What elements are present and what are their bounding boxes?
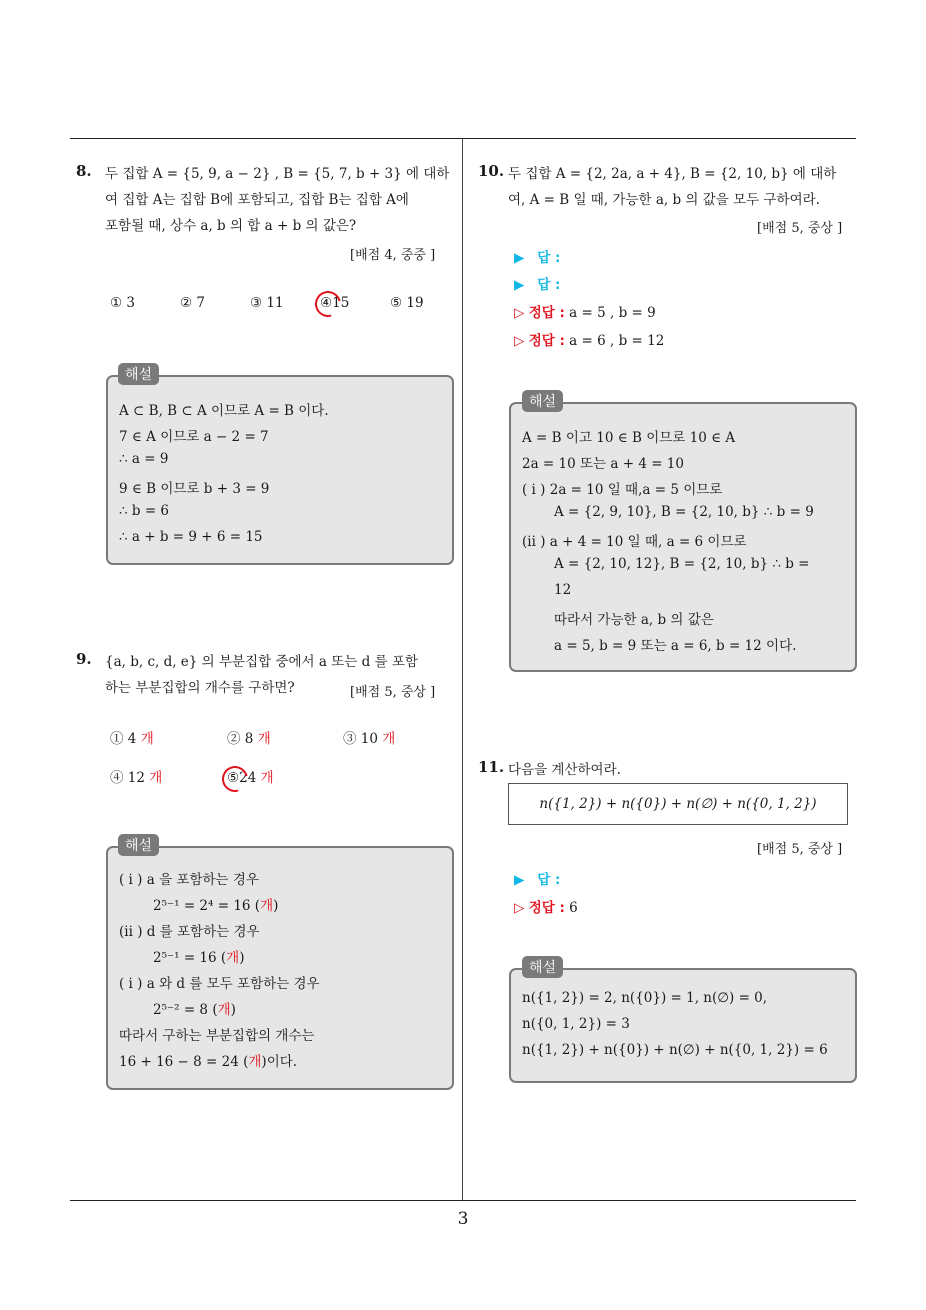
q11-answer[interactable]: ▶ 답 : bbox=[514, 872, 561, 888]
column-divider bbox=[462, 139, 463, 1200]
q9-line: {a, b, c, d, e} 의 부분집합 중에서 a 또는 d 를 포함 bbox=[105, 654, 418, 670]
q9-choice-2[interactable] bbox=[227, 727, 271, 747]
explanation-line: 2⁵⁻¹ = 2⁴ = 16 (개) bbox=[153, 898, 279, 914]
explanation-line: A = {2, 9, 10}, B = {2, 10, b} ∴ b = 9 bbox=[554, 504, 814, 520]
explanation-line: ( i ) a 와 d 를 모두 포함하는 경우 bbox=[119, 976, 320, 992]
choice-unit: 개 bbox=[149, 770, 163, 786]
top-rule bbox=[70, 138, 856, 139]
choice-unit: 개 bbox=[257, 731, 271, 747]
q8-explanation-tag: 해설 bbox=[118, 363, 159, 385]
explanation-line: ∴ b = 6 bbox=[119, 503, 170, 519]
explanation-line: (ii ) d 를 포함하는 경우 bbox=[119, 924, 260, 940]
explanation-line: 따라서 구하는 부분집합의 개수는 bbox=[119, 1028, 315, 1044]
q8-choice-4[interactable] bbox=[320, 295, 349, 311]
q10-text bbox=[508, 161, 860, 213]
explanation-line: n({1, 2}) + n({0}) + n(∅) + n({0, 1, 2}) = 6 bbox=[522, 1042, 828, 1058]
explanation-line: a = 5, b = 9 또는 a = 6, b = 12 이다. bbox=[554, 638, 797, 654]
choice-num: ④ 12 bbox=[110, 770, 145, 786]
explanation-line: 12 bbox=[554, 582, 572, 598]
q11-number: 11. bbox=[478, 758, 505, 776]
q8-score: [배점 4, 중중 ] bbox=[350, 248, 436, 263]
q10-correct-2: ▷ 정답 : a = 6 , b = 12 bbox=[514, 333, 665, 349]
q10-score: [배점 5, 중상 ] bbox=[757, 221, 843, 236]
triangle-outline-icon: ▷ bbox=[514, 333, 525, 349]
explanation-line: ( i ) 2a = 10 일 때,a = 5 이므로 bbox=[522, 482, 723, 498]
explanation-line: A ⊂ B, B ⊂ A 이므로 A = B 이다. bbox=[119, 403, 329, 419]
q10-explanation-tag: 해설 bbox=[522, 390, 563, 412]
q10-number: 10. bbox=[478, 162, 505, 180]
choice-num: ① 4 bbox=[110, 731, 137, 747]
explanation-line: n({1, 2}) = 2, n({0}) = 1, n(∅) = 0, bbox=[522, 990, 768, 1006]
bottom-rule bbox=[70, 1200, 856, 1201]
choice-num: ② 8 bbox=[227, 731, 254, 747]
q8-choice-3[interactable]: ③ 11 bbox=[250, 295, 284, 311]
choice-num: ③ 10 bbox=[343, 731, 378, 747]
triangle-icon: ▶ bbox=[514, 250, 525, 266]
q9-number: 9. bbox=[76, 650, 92, 668]
explanation-line: 따라서 가능한 a, b 의 값은 bbox=[554, 612, 714, 628]
q10-answer-1[interactable]: ▶ 답 : bbox=[514, 250, 561, 266]
q8-line: 여 집합 A는 집합 B에 포함되고, 집합 B는 집합 A에 bbox=[105, 192, 409, 208]
triangle-icon: ▶ bbox=[514, 872, 525, 888]
q11-prompt: 다음을 계산하여라. bbox=[508, 762, 621, 778]
q10-answer-2[interactable]: ▶ 답 : bbox=[514, 277, 561, 293]
q10-line: 두 집합 A = {2, 2a, a + 4}, B = {2, 10, b} 에 대하 bbox=[508, 166, 837, 182]
q8-choice-1[interactable]: ① 3 bbox=[110, 295, 135, 311]
triangle-icon: ▶ bbox=[514, 277, 525, 293]
choice-value: 24 bbox=[239, 770, 257, 786]
q8-choice-4-value: 15 bbox=[332, 295, 350, 311]
q9-explanation-box bbox=[106, 846, 454, 1090]
explanation-line: 16 + 16 − 8 = 24 (개)이다. bbox=[119, 1054, 298, 1070]
q9-choice-5[interactable] bbox=[227, 766, 274, 786]
explanation-line: ( i ) a 을 포함하는 경우 bbox=[119, 872, 259, 888]
q8-line: 포함될 때, 상수 a, b 의 합 a + b 의 값은? bbox=[105, 218, 357, 234]
explanation-line: 2⁵⁻² = 8 (개) bbox=[153, 1002, 236, 1018]
choice-unit: 개 bbox=[382, 731, 396, 747]
explanation-line: A = {2, 10, 12}, B = {2, 10, b} ∴ b = bbox=[554, 556, 810, 572]
explanation-line: ∴ a = 9 bbox=[119, 451, 169, 467]
explanation-line: (ii ) a + 4 = 10 일 때, a = 6 이므로 bbox=[522, 534, 747, 550]
q9-choice-4[interactable] bbox=[110, 766, 162, 786]
explanation-line: A = B 이고 10 ∈ B 이므로 10 ∈ A bbox=[522, 430, 736, 446]
explanation-line: ∴ a + b = 9 + 6 = 15 bbox=[119, 529, 263, 545]
explanation-line: 2a = 10 또는 a + 4 = 10 bbox=[522, 456, 684, 472]
q8-text bbox=[105, 161, 455, 239]
q11-formula: n({1, 2}) + n({0}) + n(∅) + n({0, 1, 2}) bbox=[508, 783, 848, 825]
q9-score: [배점 5, 중상 ] bbox=[350, 685, 436, 700]
q11-score: [배점 5, 중상 ] bbox=[757, 842, 843, 857]
q8-number: 8. bbox=[76, 162, 92, 180]
explanation-line: n({0, 1, 2}) = 3 bbox=[522, 1016, 630, 1032]
q8-choice-2[interactable]: ② 7 bbox=[180, 295, 205, 311]
choice-unit: 개 bbox=[260, 770, 274, 786]
triangle-outline-icon: ▷ bbox=[514, 900, 525, 916]
q8-choice-4-mark: ④ bbox=[320, 295, 333, 311]
q9-line: 하는 부분집합의 개수를 구하면? bbox=[105, 680, 295, 696]
choice-unit: 개 bbox=[140, 731, 154, 747]
q10-correct-1: ▷ 정답 : a = 5 , b = 9 bbox=[514, 305, 656, 321]
q11-explanation-tag: 해설 bbox=[522, 956, 563, 978]
page-number: 3 bbox=[457, 1209, 469, 1229]
explanation-line: 2⁵⁻¹ = 16 (개) bbox=[153, 950, 245, 966]
q10-explanation-box bbox=[509, 402, 857, 672]
q9-choice-3[interactable] bbox=[343, 727, 395, 747]
q8-choice-5[interactable]: ⑤ 19 bbox=[390, 295, 424, 311]
q11-explanation-box bbox=[509, 968, 857, 1083]
triangle-outline-icon: ▷ bbox=[514, 305, 525, 321]
q9-choice-1[interactable] bbox=[110, 727, 154, 747]
q10-line: 여, A = B 일 때, 가능한 a, b 의 값을 모두 구하여라. bbox=[508, 192, 820, 208]
q9-explanation-tag: 해설 bbox=[118, 834, 159, 856]
q11-correct: ▷ 정답 : 6 bbox=[514, 900, 578, 916]
explanation-line: 7 ∈ A 이므로 a − 2 = 7 bbox=[119, 429, 269, 445]
q8-line: 두 집합 A = {5, 9, a − 2} , B = {5, 7, b + 3} 에 대하 bbox=[105, 166, 450, 182]
q8-explanation-box bbox=[106, 375, 454, 565]
choice-mark: ⑤ bbox=[227, 770, 240, 786]
explanation-line: 9 ∈ B 이므로 b + 3 = 9 bbox=[119, 481, 270, 497]
